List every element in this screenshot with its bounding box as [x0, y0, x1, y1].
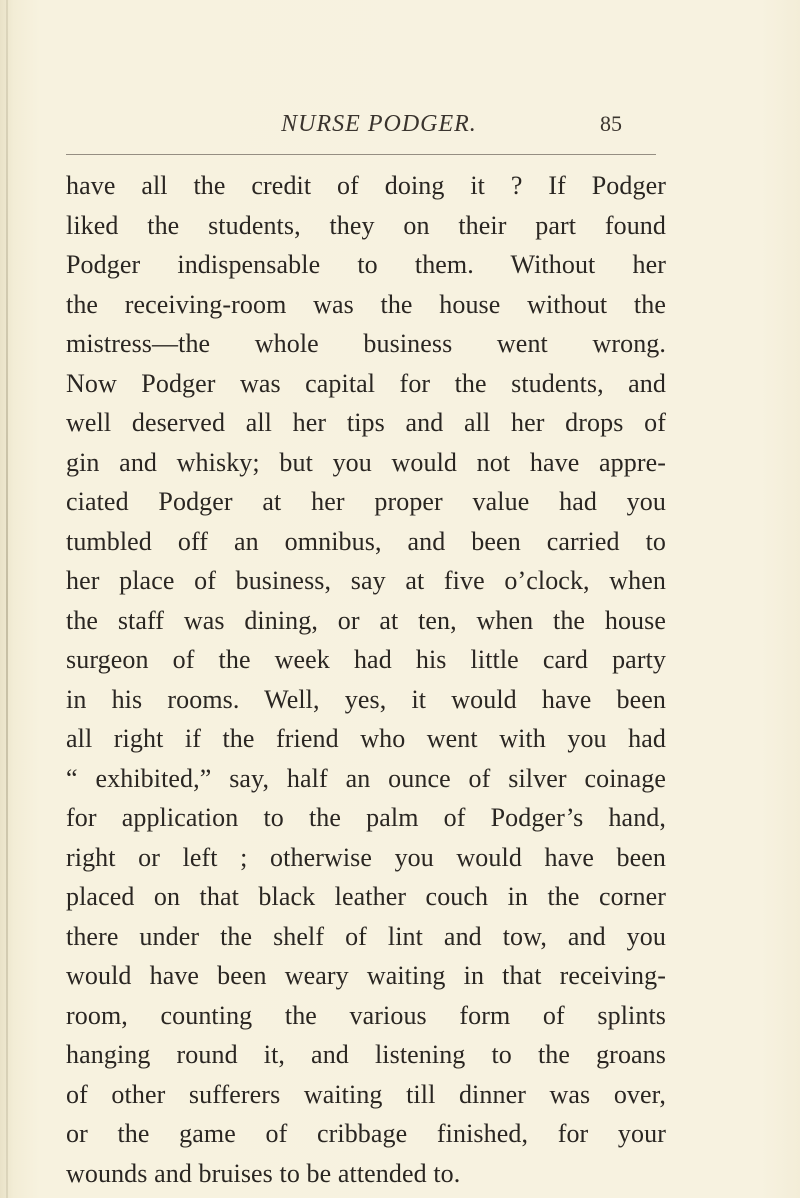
text-line: “ exhibited,” say, half an ounce of silver coinage [66, 763, 666, 793]
text-line: hanging round it, and listening to the groans [66, 1040, 666, 1069]
text-line-last: wounds and bruises to be attended to. [66, 1158, 461, 1188]
body-text [66, 166, 666, 1193]
page-number: 85 [600, 111, 622, 136]
text-line: tumbled off an omnibus, and been carried to [66, 526, 666, 556]
text-line: mistress—the whole business went wrong. [66, 329, 666, 358]
text-line: liked the students, they on their part found [66, 210, 666, 240]
running-head [0, 103, 800, 143]
text-line: her place of business, say at five o’clock, when [66, 566, 666, 595]
text-line: all right if the friend who went with you had [66, 724, 666, 753]
text-line: of other sufferers waiting till dinner was over, [66, 1079, 666, 1109]
text-line: have all the credit of doing it ? If Podger [66, 171, 666, 200]
text-line: room, counting the various form of splints [66, 1000, 666, 1030]
text-line: well deserved all her tips and all her drops of [66, 408, 666, 437]
text-line: placed on that black leather couch in the corner [66, 882, 666, 911]
binding-gutter [6, 0, 8, 1198]
text-line: Now Podger was capital for the students, and [66, 368, 666, 398]
text-line: right or left ; otherwise you would have been [66, 842, 666, 872]
text-line: surgeon of the week had his little card party [66, 645, 666, 674]
text-line: for application to the palm of Podger’s hand, [66, 803, 666, 832]
text-line: the staff was dining, or at ten, when the house [66, 605, 666, 635]
text-line: ciated Podger at her proper value had you [66, 487, 666, 516]
text-line: there under the shelf of lint and tow, and you [66, 921, 666, 951]
header-rule [66, 154, 656, 155]
text-line: would have been weary waiting in that receiving- [66, 961, 666, 990]
text-line: or the game of cribbage finished, for your [66, 1119, 666, 1148]
running-title: NURSE PODGER. [281, 111, 477, 137]
text-line: the receiving-room was the house without the [66, 289, 666, 319]
text-line: gin and whisky; but you would not have appre- [66, 447, 666, 477]
text-line: Podger indispensable to them. Without her [66, 250, 666, 279]
text-line: in his rooms. Well, yes, it would have been [66, 684, 666, 714]
